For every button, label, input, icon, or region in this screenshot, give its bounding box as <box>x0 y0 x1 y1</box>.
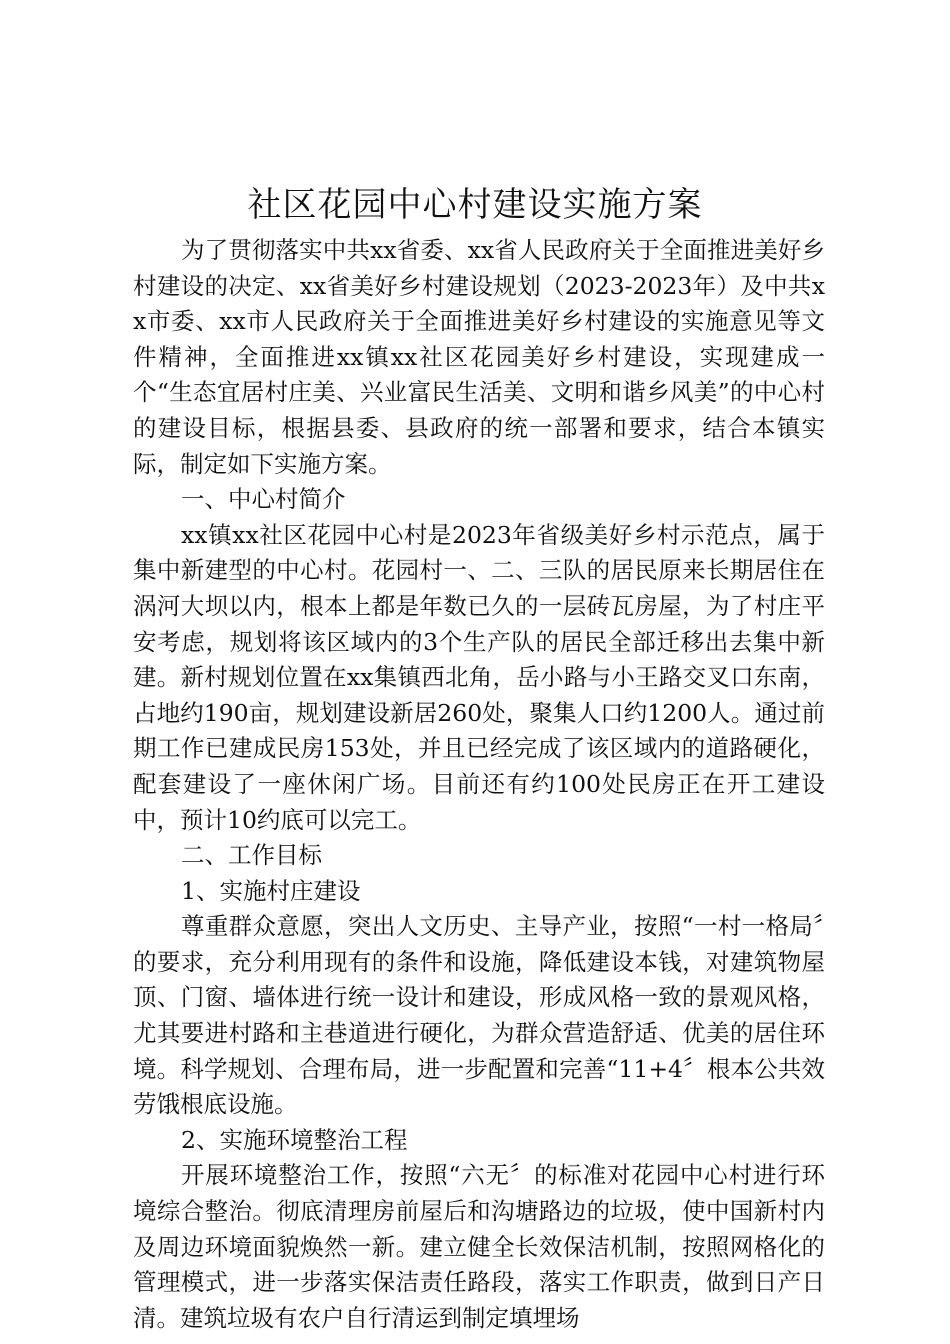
section-heading-2: 二、工作目标 <box>181 841 322 870</box>
village-construction-paragraph: 尊重群众意愿，突出人文历史、主导产业，按照“一村一格局〞的要求，充分利用现有的条件和设施，降低建设本钱，对建筑物屋顶、门窗、墙体进行统一设计和建设，形成风格一致的景观风格，尤其要进村路和主巷道进行硬化，为群众营造舒适、优美的居住环境。科学规划、合理布局，进一步配置和完善“11+4〞根本公共效劳饿根底设施。 <box>133 912 825 1119</box>
intro-paragraph: 为了贯彻落实中共xx省委、xx省人民政府关于全面推进美好乡村建设的决定、xx省美好乡村建设规划（2023-2023年）及中共xx市委、xx市人民政府关于全面推进美好乡村建设的实施意见等文件精神，全面推进xx镇xx社区花园美好乡村建设，实现建成一个“生态宜居村庄美、兴业富民生活美、文明和谐乡风美”的中心村的建设目标，根据县委、县政府的统一部署和要求，结合本镇实际，制定如下实施方案。 <box>133 236 825 478</box>
village-intro-paragraph: xx镇xx社区花园中心村是2023年省级美好乡村示范点，属于集中新建型的中心村。花园村一、二、三队的居民原来长期居住在涡河大坝以内，根本上都是年数已久的一层砖瓦房屋，为了村庄平安考虑，规划将该区域内的3个生产队的居民全部迁移出去集中新建。新村规划位置在xx集镇西北角，岳小路与小王路交叉口东南，占地约190亩，规划建设新居260处，聚集人口约1200人。通过前期工作已建成民房153处，并且已经完成了该区域内的道路硬化，配套建设了一座休闲广场。目前还有约100处民房正在开工建设中，预计10约底可以完工。 <box>133 520 825 834</box>
environment-paragraph: 开展环境整治工作，按照“六无〞的标准对花园中心村进行环境综合整治。彻底清理房前屋后和沟塘路边的垃圾，使中国新村内及周边环境面貌焕然一新。建立健全长效保洁机制，按照网格化的管理模式，进一步落实保洁责任路段，落实工作职责，做到日产日清。建筑垃圾有农户自行清运到制定填埋场 <box>133 1161 825 1332</box>
subheading-village-construction: 1、实施村庄建设 <box>181 876 361 905</box>
subheading-environment: 2、实施环境整治工程 <box>181 1125 408 1154</box>
section-heading-1: 一、中心村简介 <box>181 485 346 514</box>
document-title: 社区花园中心村建设实施方案 <box>247 185 703 225</box>
document-body <box>133 233 825 1336</box>
